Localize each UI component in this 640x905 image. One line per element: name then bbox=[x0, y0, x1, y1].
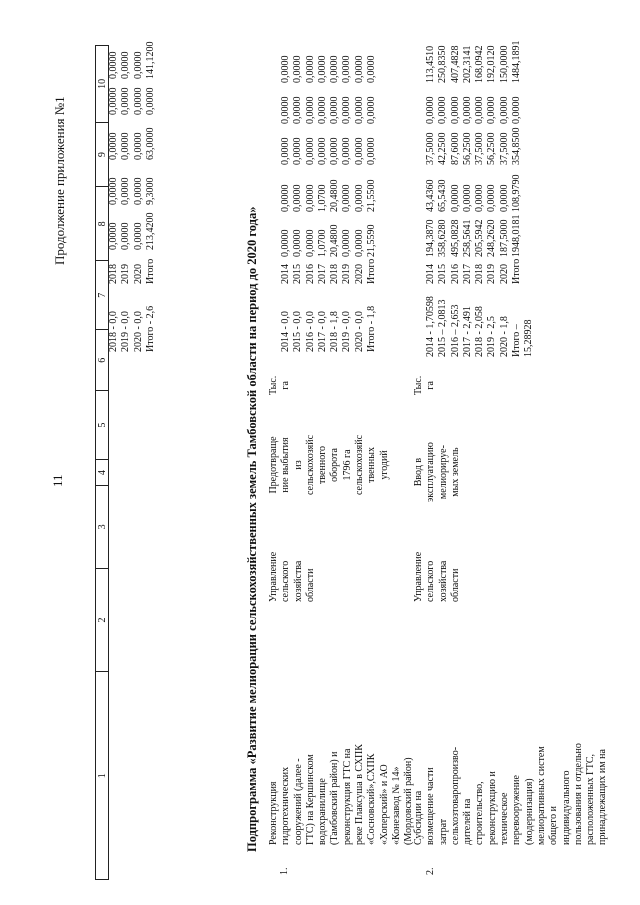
row2-executor: Управление сельского хозяйства области bbox=[413, 551, 461, 602]
row2-col8: 37,5000 42,2500 87,6000 56,2500 37,5000 56,2500 37,5000 354,8500 bbox=[425, 127, 523, 165]
header-col-3: 3 bbox=[96, 486, 109, 568]
row2-periods: 2014 - 1,70598 2015 – 2,0813 2016 – 2,653 2017 - 2,491 2018 - 2,058 2019 - 2,5 2020 - 1,8 Итого – 15,28928 bbox=[425, 296, 535, 357]
row2-col9: 0,0000 0,0000 0,0000 0,0000 0,0000 0,0000 0,0000 0,0000 bbox=[425, 96, 523, 124]
carry-col7: 0,0000 0,0000 0,0000 9,3000 bbox=[108, 177, 156, 205]
row2-years: 2014 2015 2016 2017 2018 2019 2020 Итого bbox=[425, 258, 523, 284]
row1-col8: 0,0000 0,0000 0,0000 0,0000 0,0000 0,0000 0,0000 0,0000 bbox=[280, 137, 378, 165]
row2-unit: Тыс. га bbox=[413, 375, 437, 395]
row1-col6: 0,0000 0,0000 0,0000 1,0700 20,4800 0,0000 0,0000 21,5590 bbox=[280, 224, 378, 257]
row1-col7: 0,0000 0,0000 0,0000 1,0700 20,4800 0,0000 0,0000 21,5500 bbox=[280, 179, 378, 212]
header-col-5: 5 bbox=[96, 391, 109, 460]
header-col-7: 7 bbox=[96, 261, 109, 330]
row1-num: 1. bbox=[279, 867, 290, 875]
carry-periods: 2018 - 0,0 2019 - 0,0 2020 - 0,0 Итого - 2,6 bbox=[108, 305, 156, 352]
row1-col9: 0,0000 0,0000 0,0000 0,0000 0,0000 0,0000 0,0000 0,0000 bbox=[280, 96, 378, 124]
row2-col10: 113,4510 250,8350 407,4828 202,3141 168,0942 192,0120 150,0000 1484,1891 bbox=[425, 40, 523, 83]
row1-description: Реконструкция гидротехнических сооружений (далее - ГТС) на Кершинском водохранилище (Тамбовский район) и реконструкция ГТС на реке Плаксуша в СХПК «Сосновский»,СХПК «Хоперский» и АО «Конезавод № 14» (Мордовский район) bbox=[268, 744, 415, 845]
carry-years: 2018 2019 2020 Итого bbox=[108, 258, 156, 284]
carry-col9: 0,0000 0,0000 0,0000 0,0000 bbox=[108, 87, 156, 115]
header-col-8: 8 bbox=[96, 187, 109, 261]
row2-col6: 194,3870 358,6280 495,0828 258,5641 205,5942 248,2620 187,5000 1948,0181 bbox=[425, 214, 523, 257]
header-col-6: 6 bbox=[96, 330, 109, 391]
row1-years: 2014 2015 2016 2017 2018 2019 2020 Итого bbox=[280, 258, 378, 284]
row1-unit: Тыс. га bbox=[268, 375, 292, 395]
header-col-10: 10 bbox=[96, 46, 109, 123]
row2-num: 2. bbox=[425, 867, 436, 875]
row1-executor: Управление сельского хозяйства области bbox=[268, 551, 316, 602]
row1-periods: 2014 - 0,0 2015 - 0,0 2016 - 0,0 2017 - 0,0 2018 - 1,8 2019 - 0,0 2020 - 0,0 Итого - 1,8 bbox=[280, 305, 378, 352]
row2-indicator: Ввод в эксплуатацию мелиорируе- мых земель bbox=[413, 442, 461, 502]
carry-col8: 0,0000 0,0000 0,0000 63,0000 bbox=[108, 127, 156, 160]
subprogram-title: Подпрограмма «Развитие мелиорации сельскохозяйственных земель Тамбовской области на период до 2020 года» bbox=[245, 206, 259, 852]
page-number: 11 bbox=[50, 474, 65, 487]
header-col-4: 4 bbox=[96, 460, 109, 486]
row1-col10: 0,0000 0,0000 0,0000 0,0000 0,0000 0,0000 0,0000 0,0000 bbox=[280, 55, 378, 83]
header-numbers-table bbox=[95, 45, 109, 880]
row1-indicator: Предотвраще ние выбытия из сельскохозяйс твенного оборота 1796 га сельскохозяйс твенных угодий bbox=[268, 434, 390, 495]
carry-col6: 0,0000 0,0000 0,0000 213,4200 bbox=[108, 212, 156, 250]
row2-col7: 43,4360 65,5430 0,0000 0,0000 0,0000 0,0000 0,0000 108,9790 bbox=[425, 174, 523, 212]
row2-description: Субсидии на возмещение части затрат сельхозтоваропроизво- дителей на строительство, реконструкцию и техническое перевооружение (модернизация) мелиоративных систем общего и индивидуального пользования и отдельно расположенных ГТС, принадлежащих им на bbox=[413, 743, 609, 845]
header-col-2: 2 bbox=[96, 568, 109, 672]
carry-col10: 0,0000 0,0000 0,0000 141,1200 bbox=[108, 41, 156, 79]
header-col-9: 9 bbox=[96, 122, 109, 187]
appendix-label: Продолжение приложения №1 bbox=[52, 96, 67, 265]
header-col-1: 1 bbox=[96, 672, 109, 880]
